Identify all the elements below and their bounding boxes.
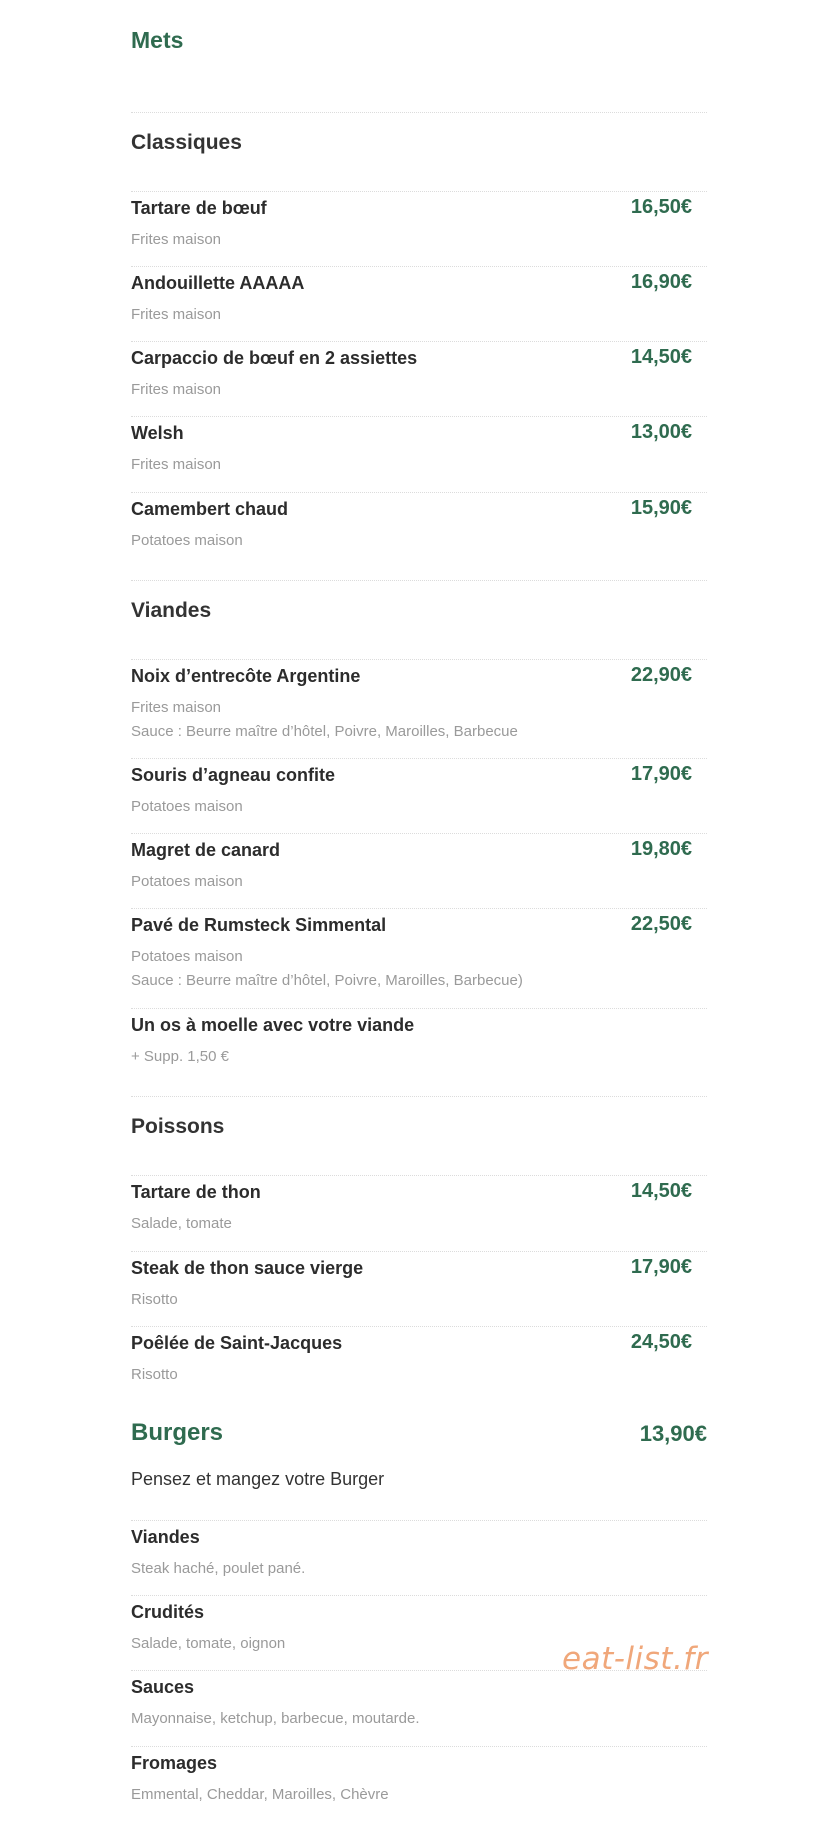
divider [131, 191, 707, 192]
section-title-classiques: Classiques [131, 131, 242, 154]
menu-item-price: 15,90€ [630, 497, 692, 519]
burger-option-name: Fromages [131, 1753, 218, 1773]
menu-item-price: 17,90€ [630, 763, 692, 785]
divider [131, 266, 707, 267]
divider [131, 1175, 707, 1176]
divider [131, 341, 707, 342]
menu-item-price: 13,00€ [630, 421, 692, 443]
menu-item-price: 16,90€ [630, 271, 692, 293]
divider [131, 758, 707, 759]
menu-item-name: Magret de canard [131, 840, 281, 860]
menu-item-name: Tartare de bœuf [131, 198, 267, 218]
burger-option-desc: Salade, tomate, oignon [131, 1635, 286, 1652]
divider [131, 1326, 707, 1327]
menu-item-desc: Frites maison [131, 306, 222, 323]
menu-item-desc: Potatoes maison [131, 532, 243, 549]
divider [131, 492, 707, 493]
menu-item-name: Steak de thon sauce vierge [131, 1258, 364, 1278]
divider [131, 833, 707, 834]
divider [131, 908, 707, 909]
menu-item-name: Poêlée de Saint-Jacques [131, 1333, 343, 1353]
menu-item-desc: Risotto [131, 1366, 178, 1383]
divider [131, 112, 707, 113]
menu-item-desc: Frites maison [131, 381, 222, 398]
menu-item-desc: Frites maison [131, 699, 222, 716]
divider [131, 1520, 707, 1521]
menu-item-name: Noix d’entrecôte Argentine [131, 666, 361, 686]
menu-item-desc: Potatoes maison [131, 948, 243, 965]
divider [131, 1096, 707, 1097]
menu-item-desc: Frites maison [131, 231, 222, 248]
section-title-poissons: Poissons [131, 1115, 225, 1138]
divider [131, 580, 707, 581]
menu-item-price: 22,50€ [630, 913, 692, 935]
menu-item-price: 24,50€ [630, 1331, 692, 1353]
menu-item-desc: Potatoes maison [131, 873, 243, 890]
watermark: eat-list.fr [562, 1641, 708, 1677]
menu-item-name: Carpaccio de bœuf en 2 assiettes [131, 348, 418, 368]
divider [131, 659, 707, 660]
burger-option-desc: Emmental, Cheddar, Maroilles, Chèvre [131, 1786, 389, 1803]
burgers-price: 13,90€ [639, 1421, 707, 1446]
menu-item-desc: Risotto [131, 1291, 178, 1308]
divider [131, 1746, 707, 1747]
menu-item-price: 22,90€ [630, 664, 692, 686]
section-title-burgers: Burgers [131, 1419, 224, 1446]
page-title: Mets [131, 27, 184, 53]
menu-item-name: Pavé de Rumsteck Simmental [131, 915, 387, 935]
menu-item-name: Tartare de thon [131, 1182, 261, 1202]
divider [131, 1008, 707, 1009]
menu-item-sauce: Sauce : Beurre maître d’hôtel, Poivre, Maroilles, Barbecue) [131, 972, 523, 989]
section-title-viandes: Viandes [131, 599, 212, 622]
menu-item-sauce: Sauce : Beurre maître d’hôtel, Poivre, Maroilles, Barbecue [131, 723, 518, 740]
menu-item-name: Camembert chaud [131, 499, 289, 519]
burger-option-desc: Mayonnaise, ketchup, barbecue, moutarde. [131, 1710, 420, 1727]
burger-option-name: Viandes [131, 1527, 200, 1547]
menu-item-price: 14,50€ [630, 346, 692, 368]
burger-option-name: Crudités [131, 1602, 205, 1622]
menu-item-price: 17,90€ [630, 1256, 692, 1278]
menu-item-name: Andouillette AAAAA [131, 273, 305, 293]
divider [131, 1595, 707, 1596]
menu-item-desc: Potatoes maison [131, 798, 243, 815]
menu-item-desc: Frites maison [131, 456, 222, 473]
menu-item-name: Welsh [131, 423, 184, 443]
menu-item-price: 16,50€ [630, 196, 692, 218]
menu-item-desc: Salade, tomate [131, 1215, 232, 1232]
menu-item-name: Souris d’agneau confite [131, 765, 336, 785]
menu-item-price: 14,50€ [630, 1180, 692, 1202]
menu-item-price: 19,80€ [630, 838, 692, 860]
menu-item-desc: + Supp. 1,50 € [131, 1048, 229, 1065]
burger-option-name: Sauces [131, 1677, 195, 1697]
burgers-subtitle: Pensez et mangez votre Burger [131, 1469, 385, 1489]
divider [131, 416, 707, 417]
divider [131, 1251, 707, 1252]
burger-option-desc: Steak haché, poulet pané. [131, 1560, 306, 1577]
menu-item-name: Un os à moelle avec votre viande [131, 1015, 415, 1035]
